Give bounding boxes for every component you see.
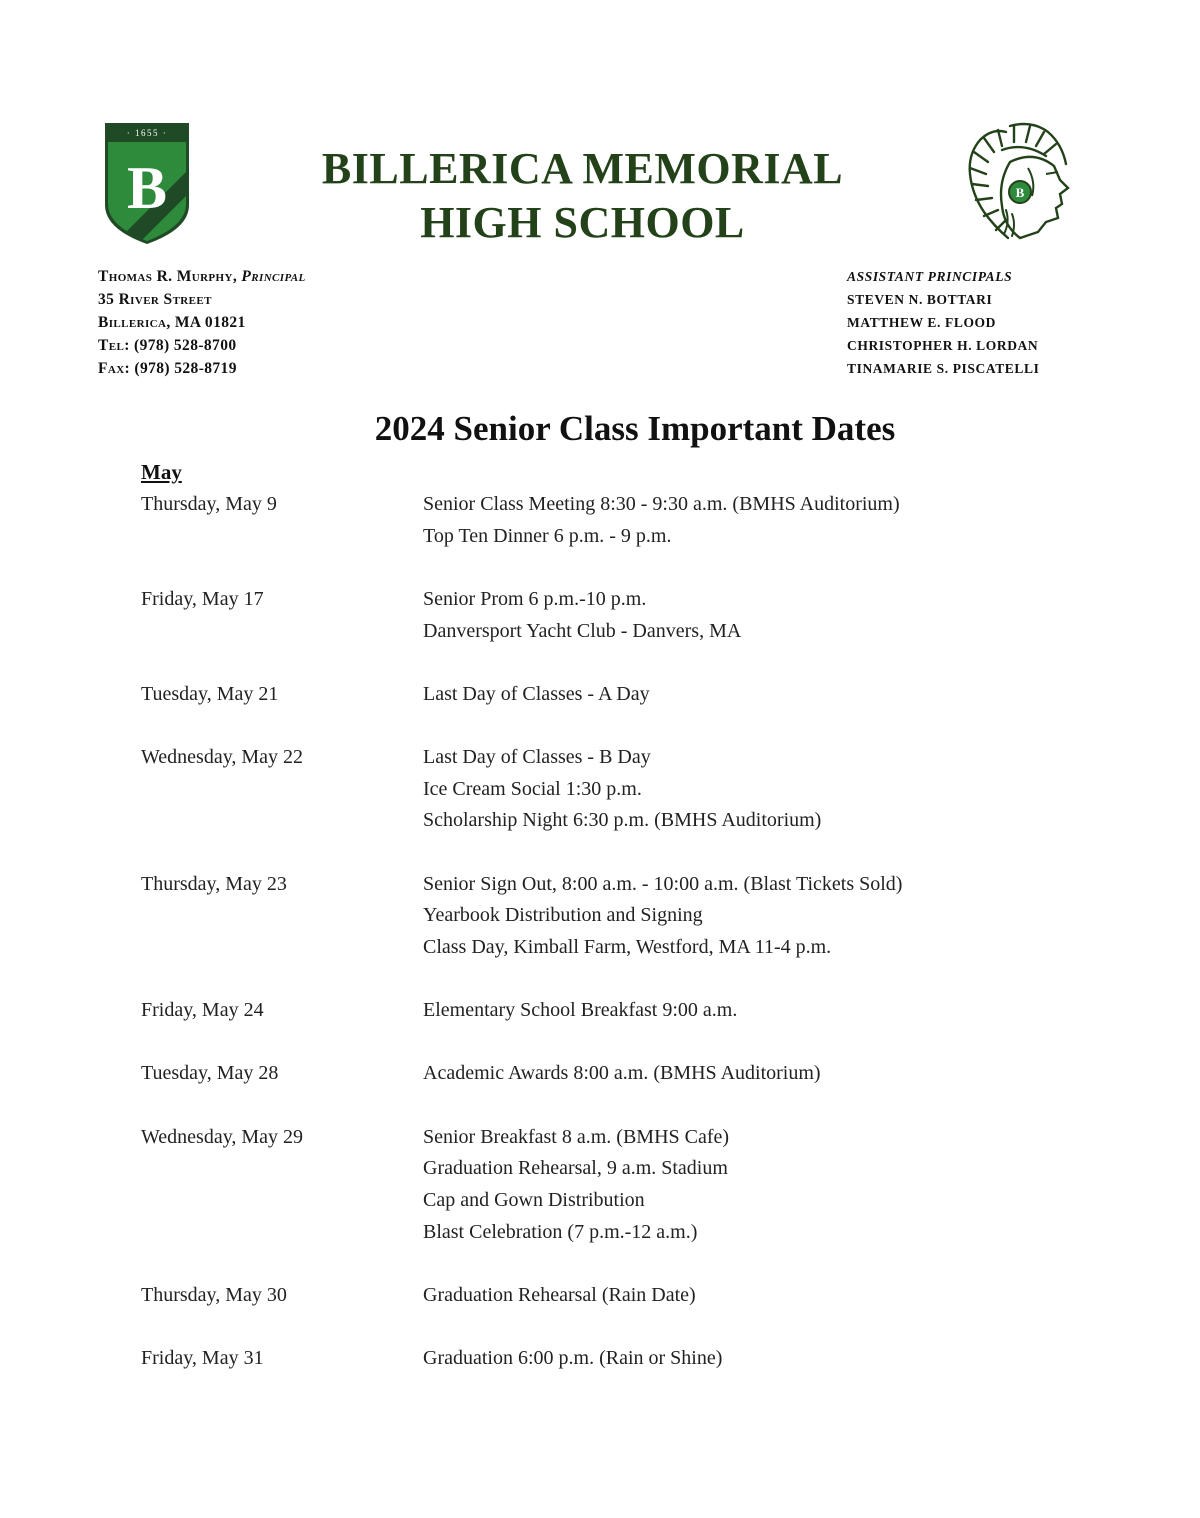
event-line: Blast Celebration (7 p.m.-12 a.m.) xyxy=(423,1220,698,1243)
street-address: 35 River Street xyxy=(98,291,212,308)
school-name xyxy=(300,142,865,250)
mascot-badge-letter: B xyxy=(1015,185,1025,200)
mascot-logo xyxy=(962,122,1074,242)
event-line: Danversport Yacht Club - Danvers, MA xyxy=(423,619,742,642)
telephone: Tel: (978) 528-8700 xyxy=(98,337,237,354)
shield-letter: B xyxy=(126,155,168,221)
event-line: Ice Cream Social 1:30 p.m. xyxy=(423,777,642,800)
event-line: Graduation Rehearsal (Rain Date) xyxy=(423,1283,696,1306)
event-date: Friday, May 31 xyxy=(141,1347,264,1370)
event-line: Senior Breakfast 8 a.m. (BMHS Cafe) xyxy=(423,1125,730,1148)
event-date: Tuesday, May 21 xyxy=(141,682,279,705)
event-row xyxy=(141,1122,1041,1249)
event-line: Academic Awards 8:00 a.m. (BMHS Auditorium) xyxy=(423,1062,821,1085)
school-name-line2: HIGH SCHOOL xyxy=(420,198,745,247)
event-date: Wednesday, May 29 xyxy=(141,1125,304,1148)
event-date: Wednesday, May 22 xyxy=(141,746,304,769)
assistant-principals xyxy=(847,265,1039,380)
event-row xyxy=(141,584,1041,647)
assistant-principals-heading: ASSISTANT PRINCIPALS xyxy=(847,269,1013,284)
event-line: Senior Sign Out, 8:00 a.m. - 10:00 a.m. (Blast Tickets Sold) xyxy=(423,872,903,895)
assistant-principal-name: TINAMARIE S. PISCATELLI xyxy=(847,361,1040,376)
month-heading: May xyxy=(141,460,182,484)
event-row xyxy=(141,742,1041,837)
event-list xyxy=(141,489,1041,1406)
page-title: 2024 Senior Class Important Dates xyxy=(374,409,896,448)
event-date: Tuesday, May 28 xyxy=(141,1062,279,1085)
event-date: Friday, May 24 xyxy=(141,999,264,1022)
event-row xyxy=(141,1343,1041,1375)
fax: Fax: (978) 528-8719 xyxy=(98,360,237,377)
principal-name: Thomas R. Murphy, xyxy=(98,268,242,285)
event-line: Class Day, Kimball Farm, Westford, MA 11-4 p.m. xyxy=(423,936,832,959)
event-line: Elementary School Breakfast 9:00 a.m. xyxy=(423,999,738,1022)
event-line: Graduation Rehearsal, 9 a.m. Stadium xyxy=(423,1157,728,1180)
assistant-principal-name: STEVEN N. BOTTARI xyxy=(847,292,993,307)
event-row xyxy=(141,869,1041,964)
event-row xyxy=(141,489,1041,552)
event-row xyxy=(141,995,1041,1027)
event-date: Thursday, May 23 xyxy=(141,872,287,895)
principal-title: Principal xyxy=(241,268,306,285)
event-line: Top Ten Dinner 6 p.m. - 9 p.m. xyxy=(423,524,672,547)
event-line: Senior Prom 6 p.m.-10 p.m. xyxy=(423,587,647,610)
event-date: Friday, May 17 xyxy=(141,587,264,610)
event-line: Scholarship Night 6:30 p.m. (BMHS Auditorium) xyxy=(423,809,822,832)
event-line: Cap and Gown Distribution xyxy=(423,1189,645,1212)
event-line: Last Day of Classes - A Day xyxy=(423,682,650,705)
school-shield-logo xyxy=(104,122,190,244)
event-line: Yearbook Distribution and Signing xyxy=(423,904,703,927)
event-row xyxy=(141,1280,1041,1312)
event-date: Thursday, May 9 xyxy=(141,493,277,515)
event-line: Senior Class Meeting 8:30 - 9:30 a.m. (BMHS Auditorium) xyxy=(423,493,900,515)
shield-year: · 1655 · xyxy=(126,128,168,138)
assistant-principal-name: CHRISTOPHER H. LORDAN xyxy=(847,338,1039,353)
event-line: Last Day of Classes - B Day xyxy=(423,746,651,769)
event-row xyxy=(141,679,1041,711)
assistant-principal-name: MATTHEW E. FLOOD xyxy=(847,315,996,330)
event-line: Graduation 6:00 p.m. (Rain or Shine) xyxy=(423,1347,723,1370)
city-address: Billerica, MA 01821 xyxy=(98,314,246,331)
principal-line xyxy=(98,265,306,288)
event-date: Thursday, May 30 xyxy=(141,1283,287,1306)
principal-contact xyxy=(98,265,306,380)
school-name-line1: BILLERICA MEMORIAL xyxy=(321,144,844,193)
event-row xyxy=(141,1058,1041,1090)
